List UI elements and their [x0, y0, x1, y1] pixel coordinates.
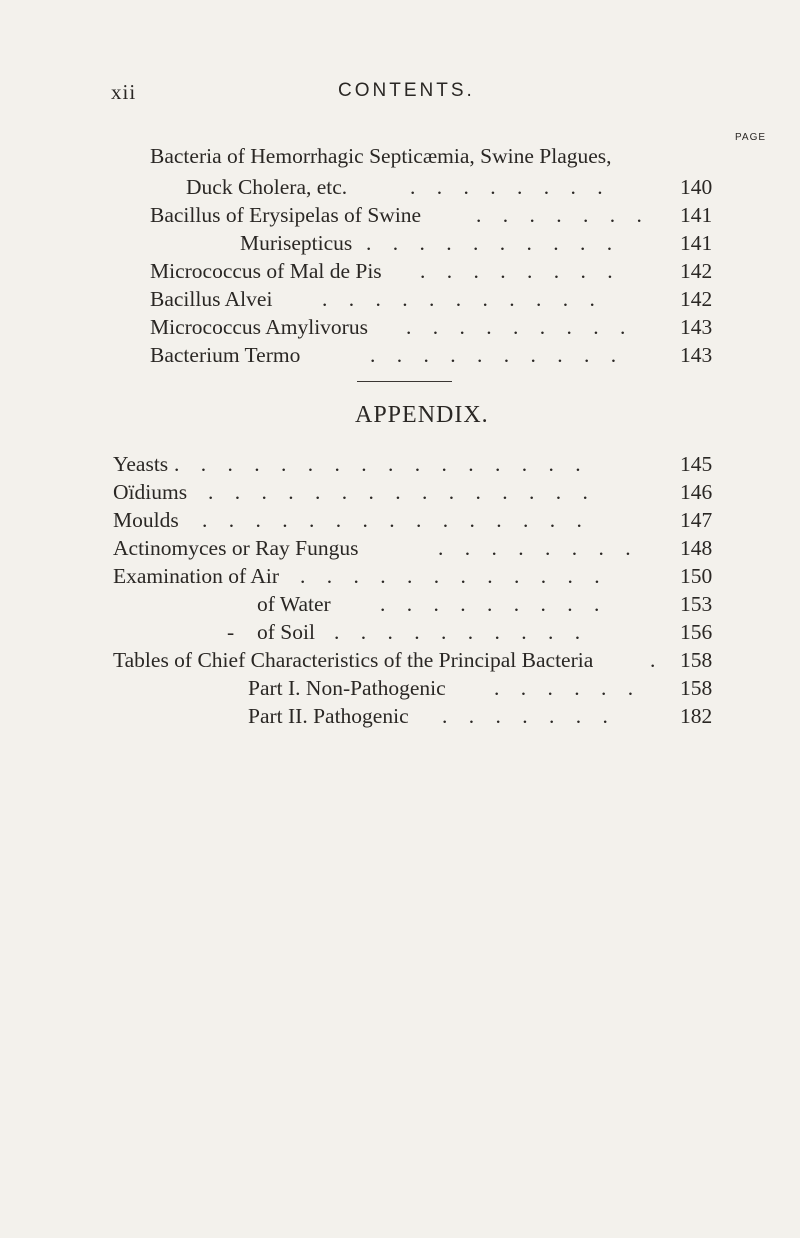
toc-entry-title: Tables of Chief Characteristics of the Principal Bacteria	[113, 648, 594, 672]
toc-entry	[0, 257, 800, 285]
toc-entry	[0, 450, 800, 478]
toc-entry-page: 153	[680, 592, 713, 616]
toc-entry-title: Duck Cholera, etc.	[186, 175, 348, 199]
toc-entry-title: Actinomyces or Ray Fungus	[113, 536, 359, 560]
appendix-heading: APPENDIX.	[355, 402, 489, 428]
dash-mark: -	[227, 620, 235, 644]
toc-entry-title: Oïdiums	[113, 480, 188, 504]
toc-entry-title: of Water	[257, 592, 331, 616]
dot-leader: .	[650, 648, 664, 672]
toc-entry-page: 148	[680, 536, 713, 560]
toc-entry-page: 141	[680, 203, 713, 227]
dot-leader: . . . . . . . . .	[406, 315, 634, 339]
toc-entry	[0, 534, 800, 562]
toc-entry	[0, 285, 800, 313]
toc-entry	[0, 646, 800, 674]
toc-entry	[0, 674, 800, 702]
dot-leader: . . . . . . . . . . . . . . .	[208, 480, 596, 504]
dot-leader: . . . . . . . .	[438, 536, 639, 560]
toc-entry	[0, 506, 800, 534]
toc-entry	[0, 341, 800, 369]
toc-entry-title: Examination of Air	[113, 564, 279, 588]
toc-entry-title: Bacillus Alvei	[150, 287, 273, 311]
dot-leader: . . . . . . . . . .	[334, 620, 589, 644]
toc-entry-page: 182	[680, 704, 713, 728]
dot-leader: . . . . . . .	[442, 704, 616, 728]
toc-entry	[0, 618, 800, 646]
toc-entry	[0, 702, 800, 730]
toc-entry-page: 143	[680, 315, 713, 339]
toc-entry	[0, 142, 800, 170]
dot-leader: . . . . . . . .	[410, 175, 611, 199]
toc-entry-title: Murisepticus	[240, 231, 353, 255]
toc-entry-page: 142	[680, 287, 713, 311]
toc-entry-page: 150	[680, 564, 713, 588]
page-column-label: PAGE	[735, 132, 767, 143]
dot-leader: . . . . . . . . . .	[370, 343, 625, 367]
toc-entry-page: 158	[680, 648, 713, 672]
section-divider	[357, 381, 452, 382]
toc-entry-title: Micrococcus of Mal de Pis	[150, 259, 382, 283]
toc-entry-page: 145	[680, 452, 713, 476]
dot-leader: . . . . . . . .	[420, 259, 621, 283]
toc-entry-page: 147	[680, 508, 713, 532]
toc-entry-page: 140	[680, 175, 713, 199]
toc-entry	[0, 590, 800, 618]
toc-entry	[0, 313, 800, 341]
running-head: CONTENTS.	[338, 80, 475, 101]
toc-entry	[0, 478, 800, 506]
toc-entry-title: Bacteria of Hemorrhagic Septicæmia, Swine Plagues,	[150, 144, 612, 168]
page-number: xii	[111, 80, 137, 104]
toc-entry	[0, 173, 800, 201]
toc-entry-page: 141	[680, 231, 713, 255]
toc-entry	[0, 562, 800, 590]
dot-leader: . . . . . . .	[476, 203, 650, 227]
toc-entry-title: Yeasts	[113, 452, 169, 476]
toc-entry-title: Bacterium Termo	[150, 343, 301, 367]
toc-entry-page: 156	[680, 620, 713, 644]
toc-entry-title: Moulds	[113, 508, 179, 532]
toc-entry-title: Bacillus of Erysipelas of Swine	[150, 203, 422, 227]
toc-entry-page: 158	[680, 676, 713, 700]
toc-entry-title: Micrococcus Amylivorus	[150, 315, 368, 339]
toc-entry-title: Part I. Non-Pathogenic	[248, 676, 446, 700]
toc-entry	[0, 201, 800, 229]
toc-entry-title: of Soil	[257, 620, 315, 644]
dot-leader: . . . . . . . . . . . . . . . .	[174, 452, 589, 476]
dot-leader: . . . . . . . . . .	[366, 231, 621, 255]
toc-entry-page: 146	[680, 480, 713, 504]
dot-leader: . . . . . .	[494, 676, 642, 700]
dot-leader: . . . . . . . . . . .	[322, 287, 603, 311]
toc-entry	[0, 229, 800, 257]
toc-entry-page: 142	[680, 259, 713, 283]
dot-leader: . . . . . . . . . . . .	[300, 564, 608, 588]
dot-leader: . . . . . . . . . . . . . . .	[202, 508, 590, 532]
toc-entry-title: Part II. Pathogenic	[248, 704, 409, 728]
dot-leader: . . . . . . . . .	[380, 592, 608, 616]
toc-entry-page: 143	[680, 343, 713, 367]
